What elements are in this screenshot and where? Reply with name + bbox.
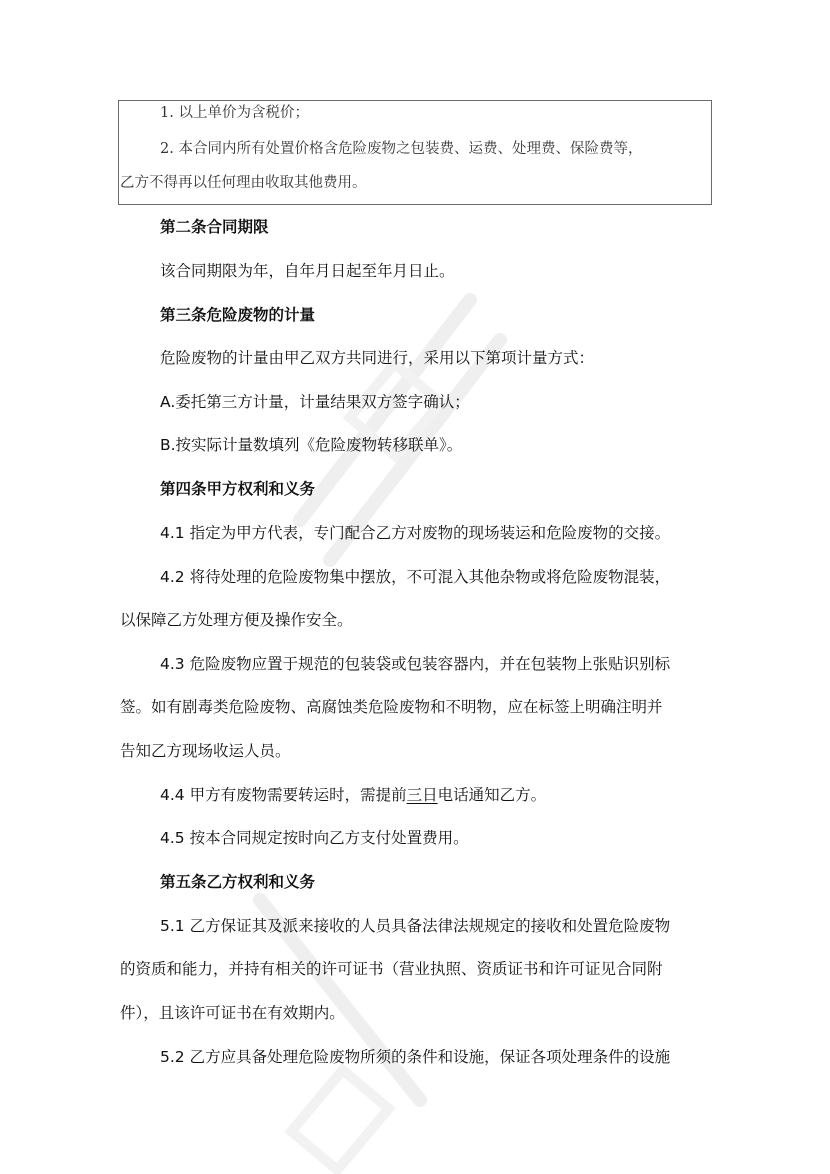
clause-4-4	[160, 784, 546, 806]
clause-5-1-line-1: 5.1 乙方保证其及派来接收的人员具备法律法规规定的接收和处置危险废物	[160, 917, 671, 935]
clause-5-1-line-2: 的资质和能力，并持有相关的许可证书（营业执照、资质证书和许可证见合同附	[120, 960, 663, 978]
clause-4-4-text-before: 4.4 甲方有废物需要转运时，需提前	[160, 786, 407, 804]
clause-5-2-line-1: 5.2 乙方应具备处理危险废物所须的条件和设施，保证各项处理条件的设施	[160, 1048, 671, 1066]
section-4-title: 第四条甲方权利和义务	[160, 480, 316, 498]
section-5-title: 第五条乙方权利和义务	[160, 873, 316, 891]
clause-4-3-line-2: 签。如有剧毒类危险废物、高腐蚀类危险废物和不明物，应在标签上明确注明并	[120, 698, 663, 716]
clause-4-2-line-2: 以保障乙方处理方便及操作安全。	[120, 611, 353, 629]
note-line-3: 乙方不得再以任何理由收取其他费用。	[120, 175, 367, 191]
clause-4-2-line-1: 4.2 将待处理的危险废物集中摆放，不可混入其他杂物或将危险废物混装，	[160, 568, 671, 586]
clause-4-1: 4.1 指定为甲方代表，专门配合乙方对废物的现场装运和危险废物的交接。	[160, 524, 671, 542]
note-line-2: 2. 本合同内所有处置价格含危险废物之包装费、运费、处理费、保险费等，	[160, 141, 643, 157]
section-3-option-a: A.委托第三方计量，计量结果双方签字确认；	[160, 393, 470, 411]
watermark-block	[291, 1070, 388, 1170]
clause-4-4-days: 三日	[406, 786, 438, 804]
clause-4-3-line-1: 4.3 危险废物应置于规范的包装袋或包装容器内，并在包装物上张贴识别标	[160, 655, 671, 673]
section-3-title: 第三条危险废物的计量	[160, 306, 316, 324]
clause-4-4-text-after: 电话通知乙方。	[437, 786, 547, 804]
section-3-option-b: B.按实际计量数填列《危险废物转移联单》。	[160, 436, 463, 454]
section-2-title: 第二条合同期限	[160, 218, 269, 236]
section-3-paragraph: 危险废物的计量由甲乙双方共同进行，采用以下第项计量方式：	[160, 349, 595, 367]
section-2-paragraph: 该合同期限为年，自年月日起至年月日止。	[160, 262, 455, 280]
clause-4-5: 4.5 按本合同规定按时向乙方支付处置费用。	[160, 829, 469, 847]
clause-5-1-line-3: 件），且该许可证书在有效期内。	[120, 1004, 345, 1022]
note-line-1: 1. 以上单价为含税价；	[160, 105, 309, 121]
clause-4-3-line-3: 告知乙方现场收运人员。	[120, 742, 291, 760]
